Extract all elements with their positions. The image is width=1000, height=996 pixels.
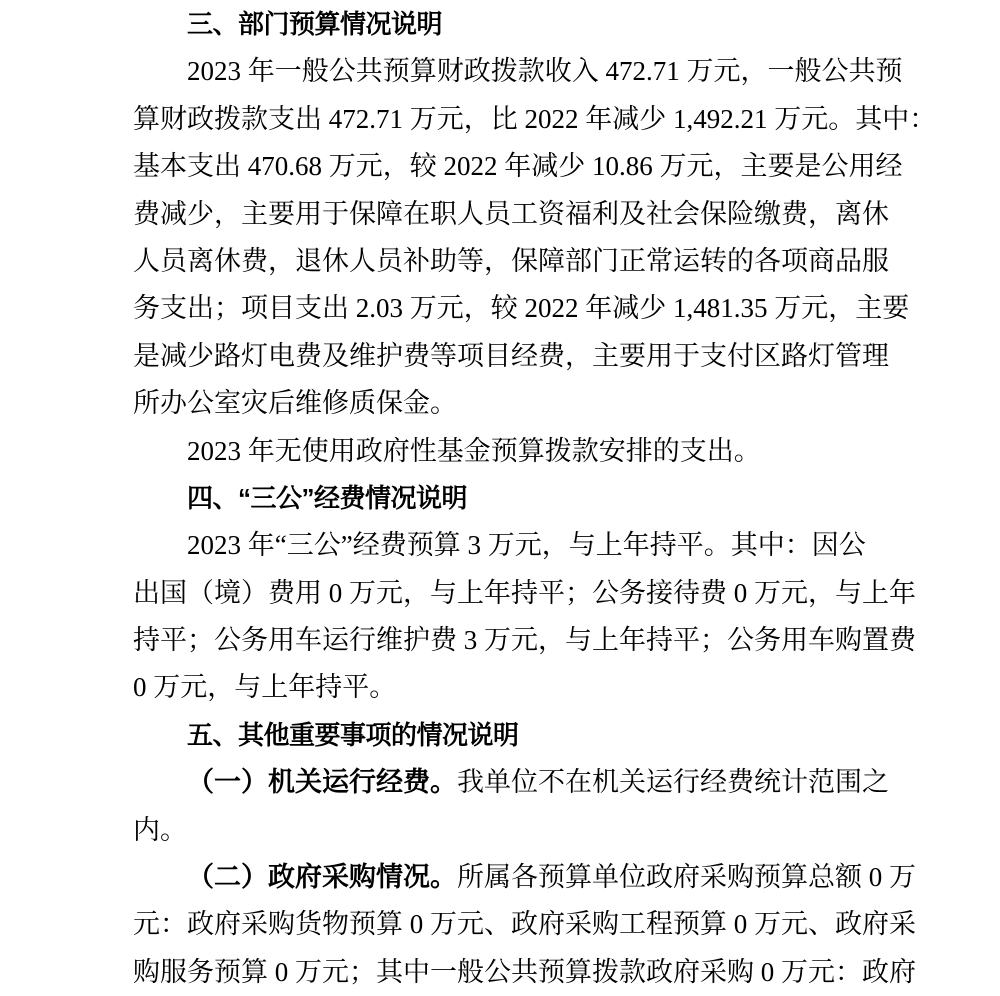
section-heading-three-public-expenses: 四、“三公”经费情况说明 — [187, 482, 468, 513]
text-line — [133, 854, 1000, 901]
text-line: 2023 年无使用政府性基金预算拨款安排的支出。 — [187, 435, 761, 466]
text-line: 2023 年“三公”经费预算 3 万元，与上年持平。其中：因公 — [187, 530, 866, 561]
paragraph-lead-government-procurement: （二）政府采购情况。 — [187, 862, 457, 893]
text-line — [133, 759, 1000, 806]
text-line: 内。 — [133, 814, 187, 845]
text-line: 2023 年一般公共预算财政拨款收入 472.71 万元，一般公共预 — [187, 56, 903, 87]
text-line: 算财政拨款支出 472.71 万元，比 2022 年减少 1,492.21 万元。其中： — [133, 103, 937, 134]
text-line: 0 万元，与上年持平。 — [133, 672, 397, 703]
text-line: 是减少路灯电费及维护费等项目经费，主要用于支付区路灯管理 — [133, 340, 889, 371]
text-line: 人员离休费，退休人员补助等，保障部门正常运转的各项商品服 — [133, 245, 889, 276]
text-line: 元：政府采购货物预算 0 万元、政府采购工程预算 0 万元、政府采 — [133, 909, 916, 940]
paragraph-lead-operating-costs: （一）机关运行经费。 — [187, 767, 457, 798]
text-segment: 我单位不在机关运行经费统计范围之 — [457, 767, 889, 798]
text-line: 费减少，主要用于保障在职人员工资福利及社会保险缴费，离休 — [133, 198, 889, 229]
section-heading-budget-overview: 三、部门预算情况说明 — [187, 9, 443, 39]
section-heading-other-important-matters: 五、其他重要事项的情况说明 — [187, 719, 519, 750]
text-line: 基本支出 470.68 万元，较 2022 年减少 10.86 万元，主要是公用经 — [133, 151, 903, 182]
text-line: 务支出；项目支出 2.03 万元，较 2022 年减少 1,481.35 万元，主要 — [133, 293, 910, 324]
text-line: 购服务预算 0 万元；其中一般公共预算拨款政府采购 0 万元：政府 — [133, 956, 916, 987]
text-line: 持平；公务用车运行维护费 3 万元，与上年持平；公务用车购置费 — [133, 625, 916, 656]
text-segment: 所属各预算单位政府采购预算总额 0 万 — [457, 862, 916, 893]
text-line: 出国（境）费用 0 万元，与上年持平；公务接待费 0 万元，与上年 — [133, 577, 916, 608]
text-line: 所办公室灾后维修质保金。 — [133, 388, 457, 419]
